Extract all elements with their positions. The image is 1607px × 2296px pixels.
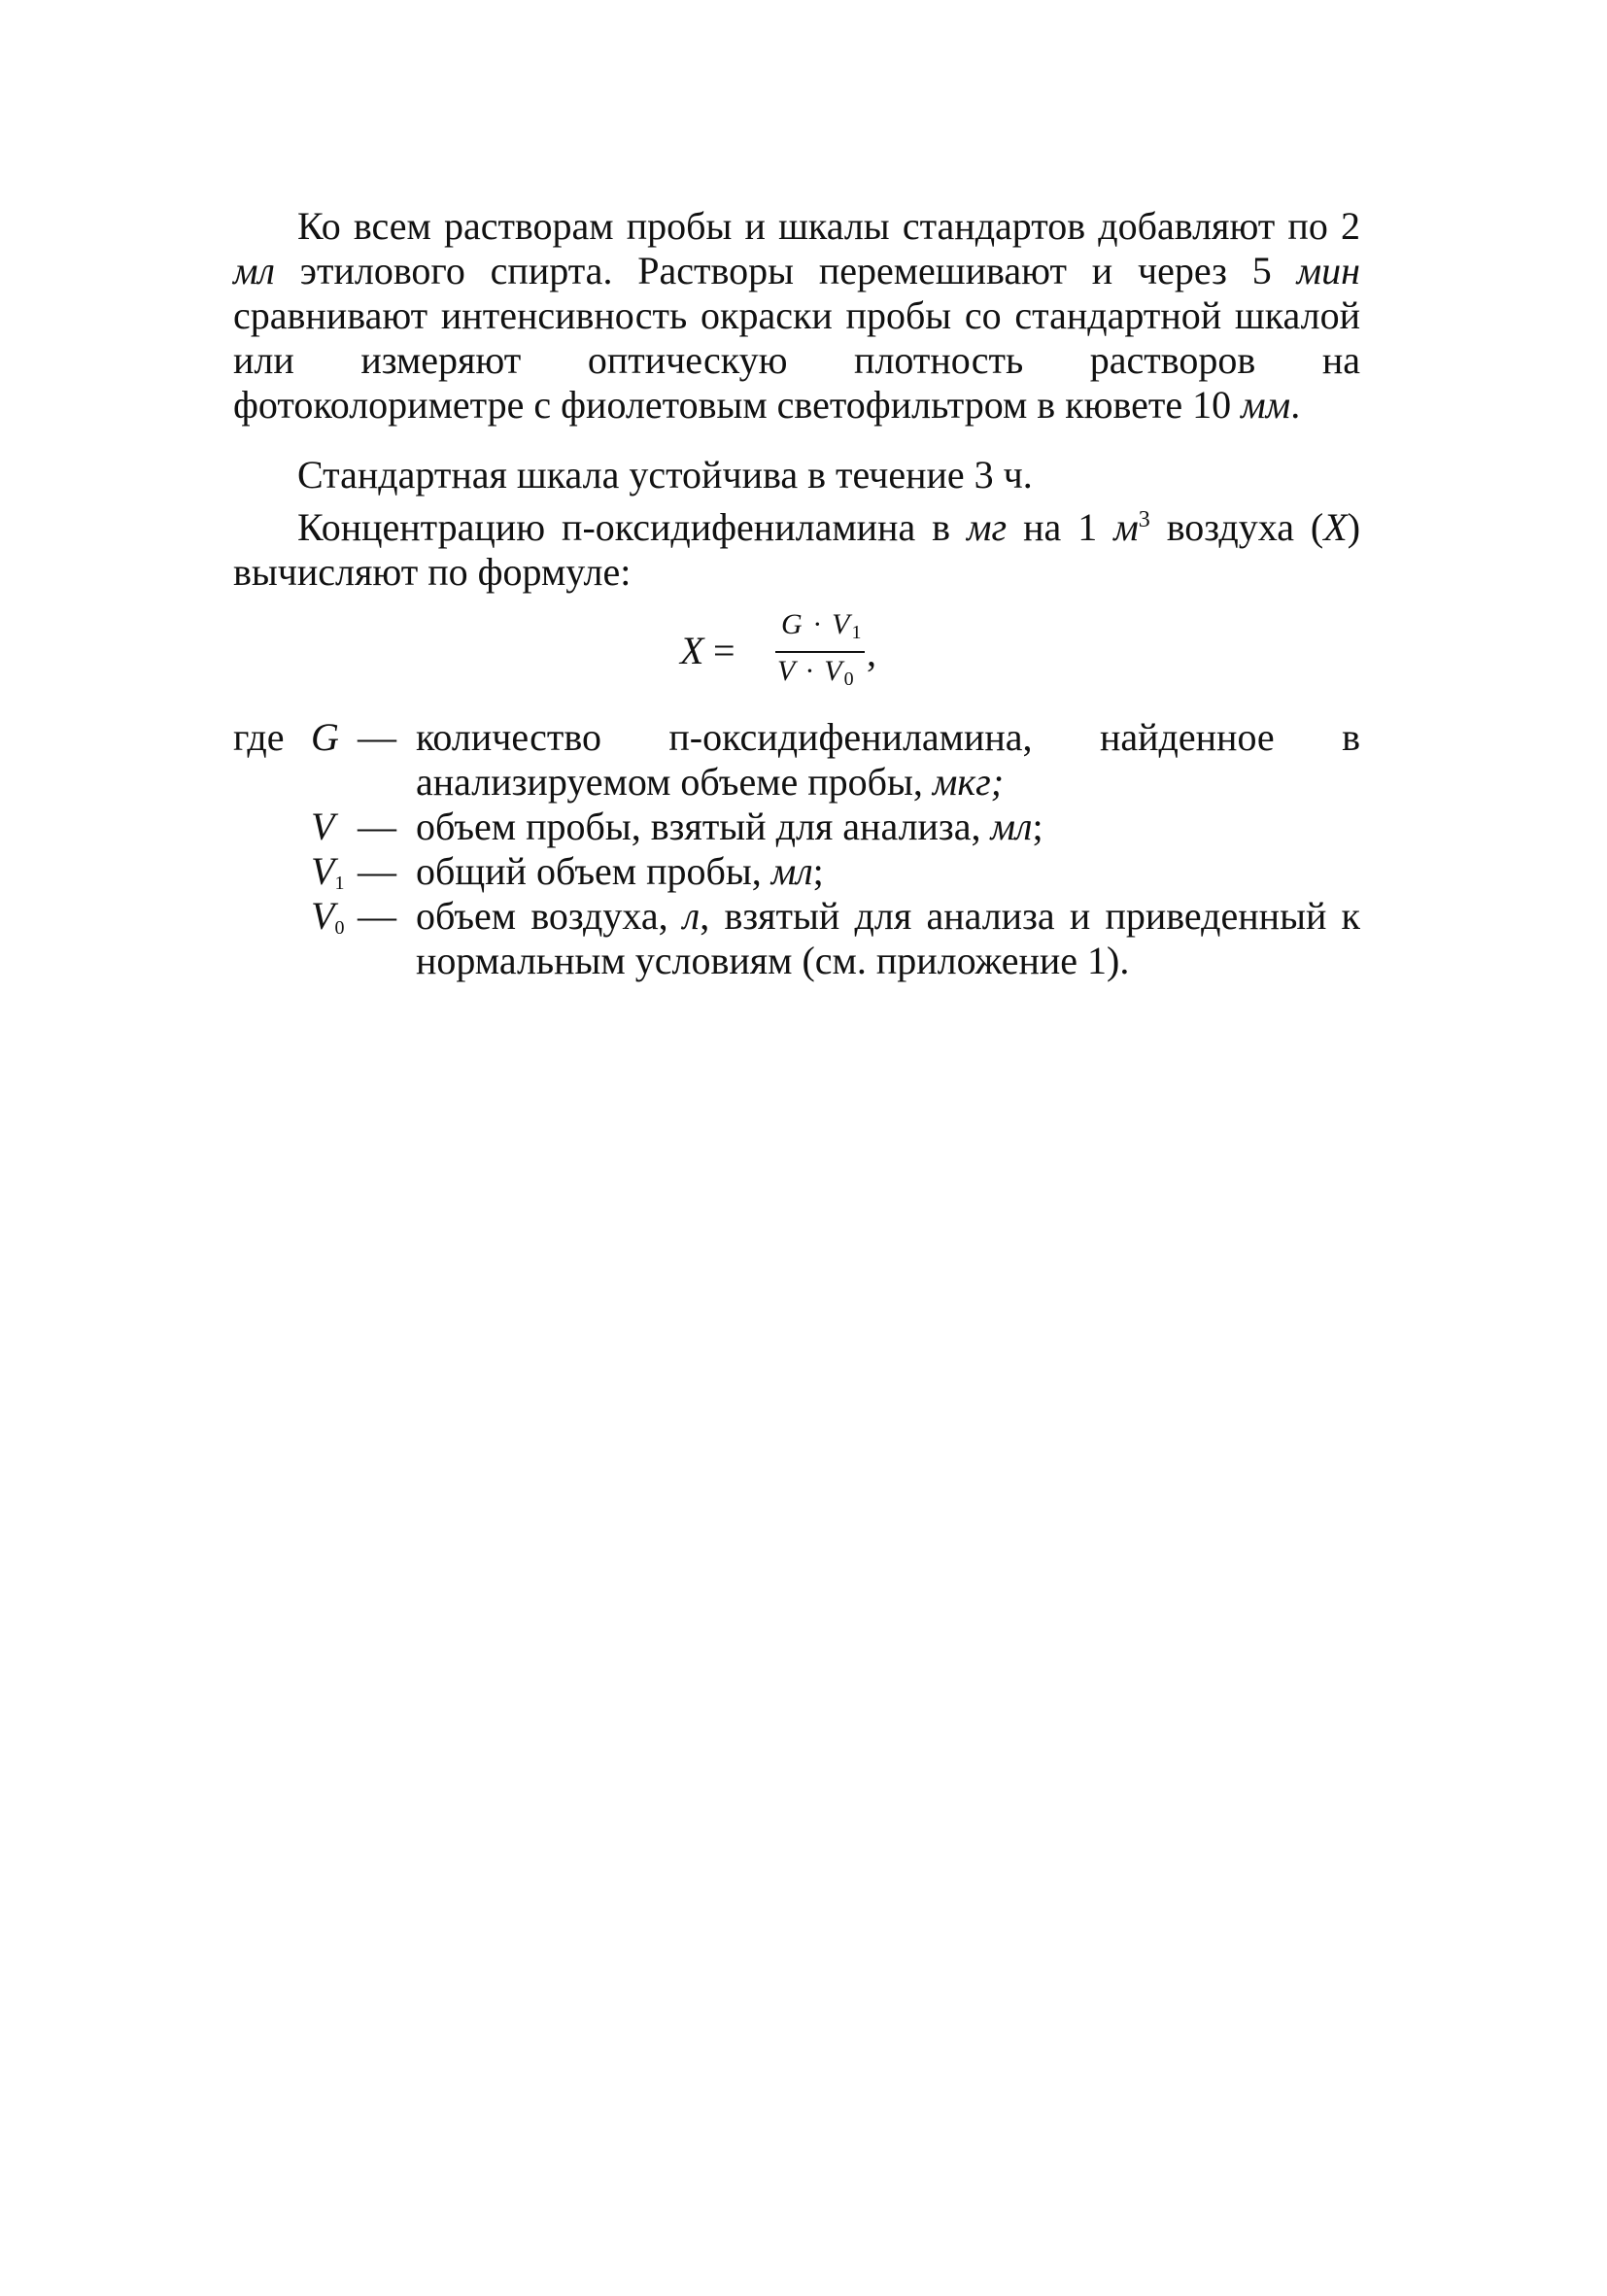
definition-symbol: G [311,715,339,759]
unit-ml: мл [233,249,275,292]
definition-text: количество п-оксидифениламина, найденное в анализируемом объеме пробы, мкг; [416,715,1360,804]
definition-g: где G — количество п-оксидифениламина, найденное в анализируемом объеме пробы, мкг; [233,715,1360,804]
definition-v0: $V_0$ — объем воздуха, л, взятый для анализа и приведенный к нормальным условиям (см. приложение 1). [311,894,1360,982]
variable-definitions [233,715,1360,983]
definition-text: общий объем пробы, мл; [416,849,824,893]
definition-v1: $V_1$ — общий объем пробы, мл; [233,849,1360,894]
formula-denominator: $V \cdot V_0$ [777,655,856,690]
formula-equals: = [713,629,735,672]
formula-numerator: $G \cdot V_1$ [781,608,864,643]
definition-v: V — объем пробы, взятый для анализа, мл; [233,805,1360,849]
formula-comma: , [867,631,876,674]
definitions-lead: где [233,715,285,759]
paragraph-stability: Стандартная шкала устойчива в течение 3 ч. [297,453,1033,497]
paragraph-procedure: Ко всем растворам пробы и шкалы стандартов добавляют по 2 мл этилового спирта. Растворы перемешивают и через 5 мин сравнивают интенсивность окраски пробы со стандартной шкалой или измеряют оптическую плотность растворов на фотоколориметре с фиолетовым светофильтром в кювете 10 мм. [233,204,1360,427]
definition-symbol: V [311,805,335,848]
definition-symbol: $V_0$ [311,894,345,939]
unit-min: мин [1296,249,1360,292]
paragraph-concentration: Концентрацию п-оксидифениламина в мг на 1 $м^3$ воздуха (X) вычисляют по формуле: [233,505,1361,594]
unit-mg: мг [967,505,1008,549]
variable-x: X [1323,505,1348,549]
formula-lhs: X [680,629,704,672]
concentration-formula [680,600,933,698]
unit-m: м [1113,505,1139,549]
unit-mm: мм [1241,383,1291,427]
definition-text: объем воздуха, л, взятый для анализа и приведенный к нормальным условиям (см. приложение 1). [416,894,1360,982]
fraction-bar [775,651,865,653]
definition-text: объем пробы, взятый для анализа, мл; [416,805,1043,848]
definition-symbol: $V_1$ [311,849,345,894]
